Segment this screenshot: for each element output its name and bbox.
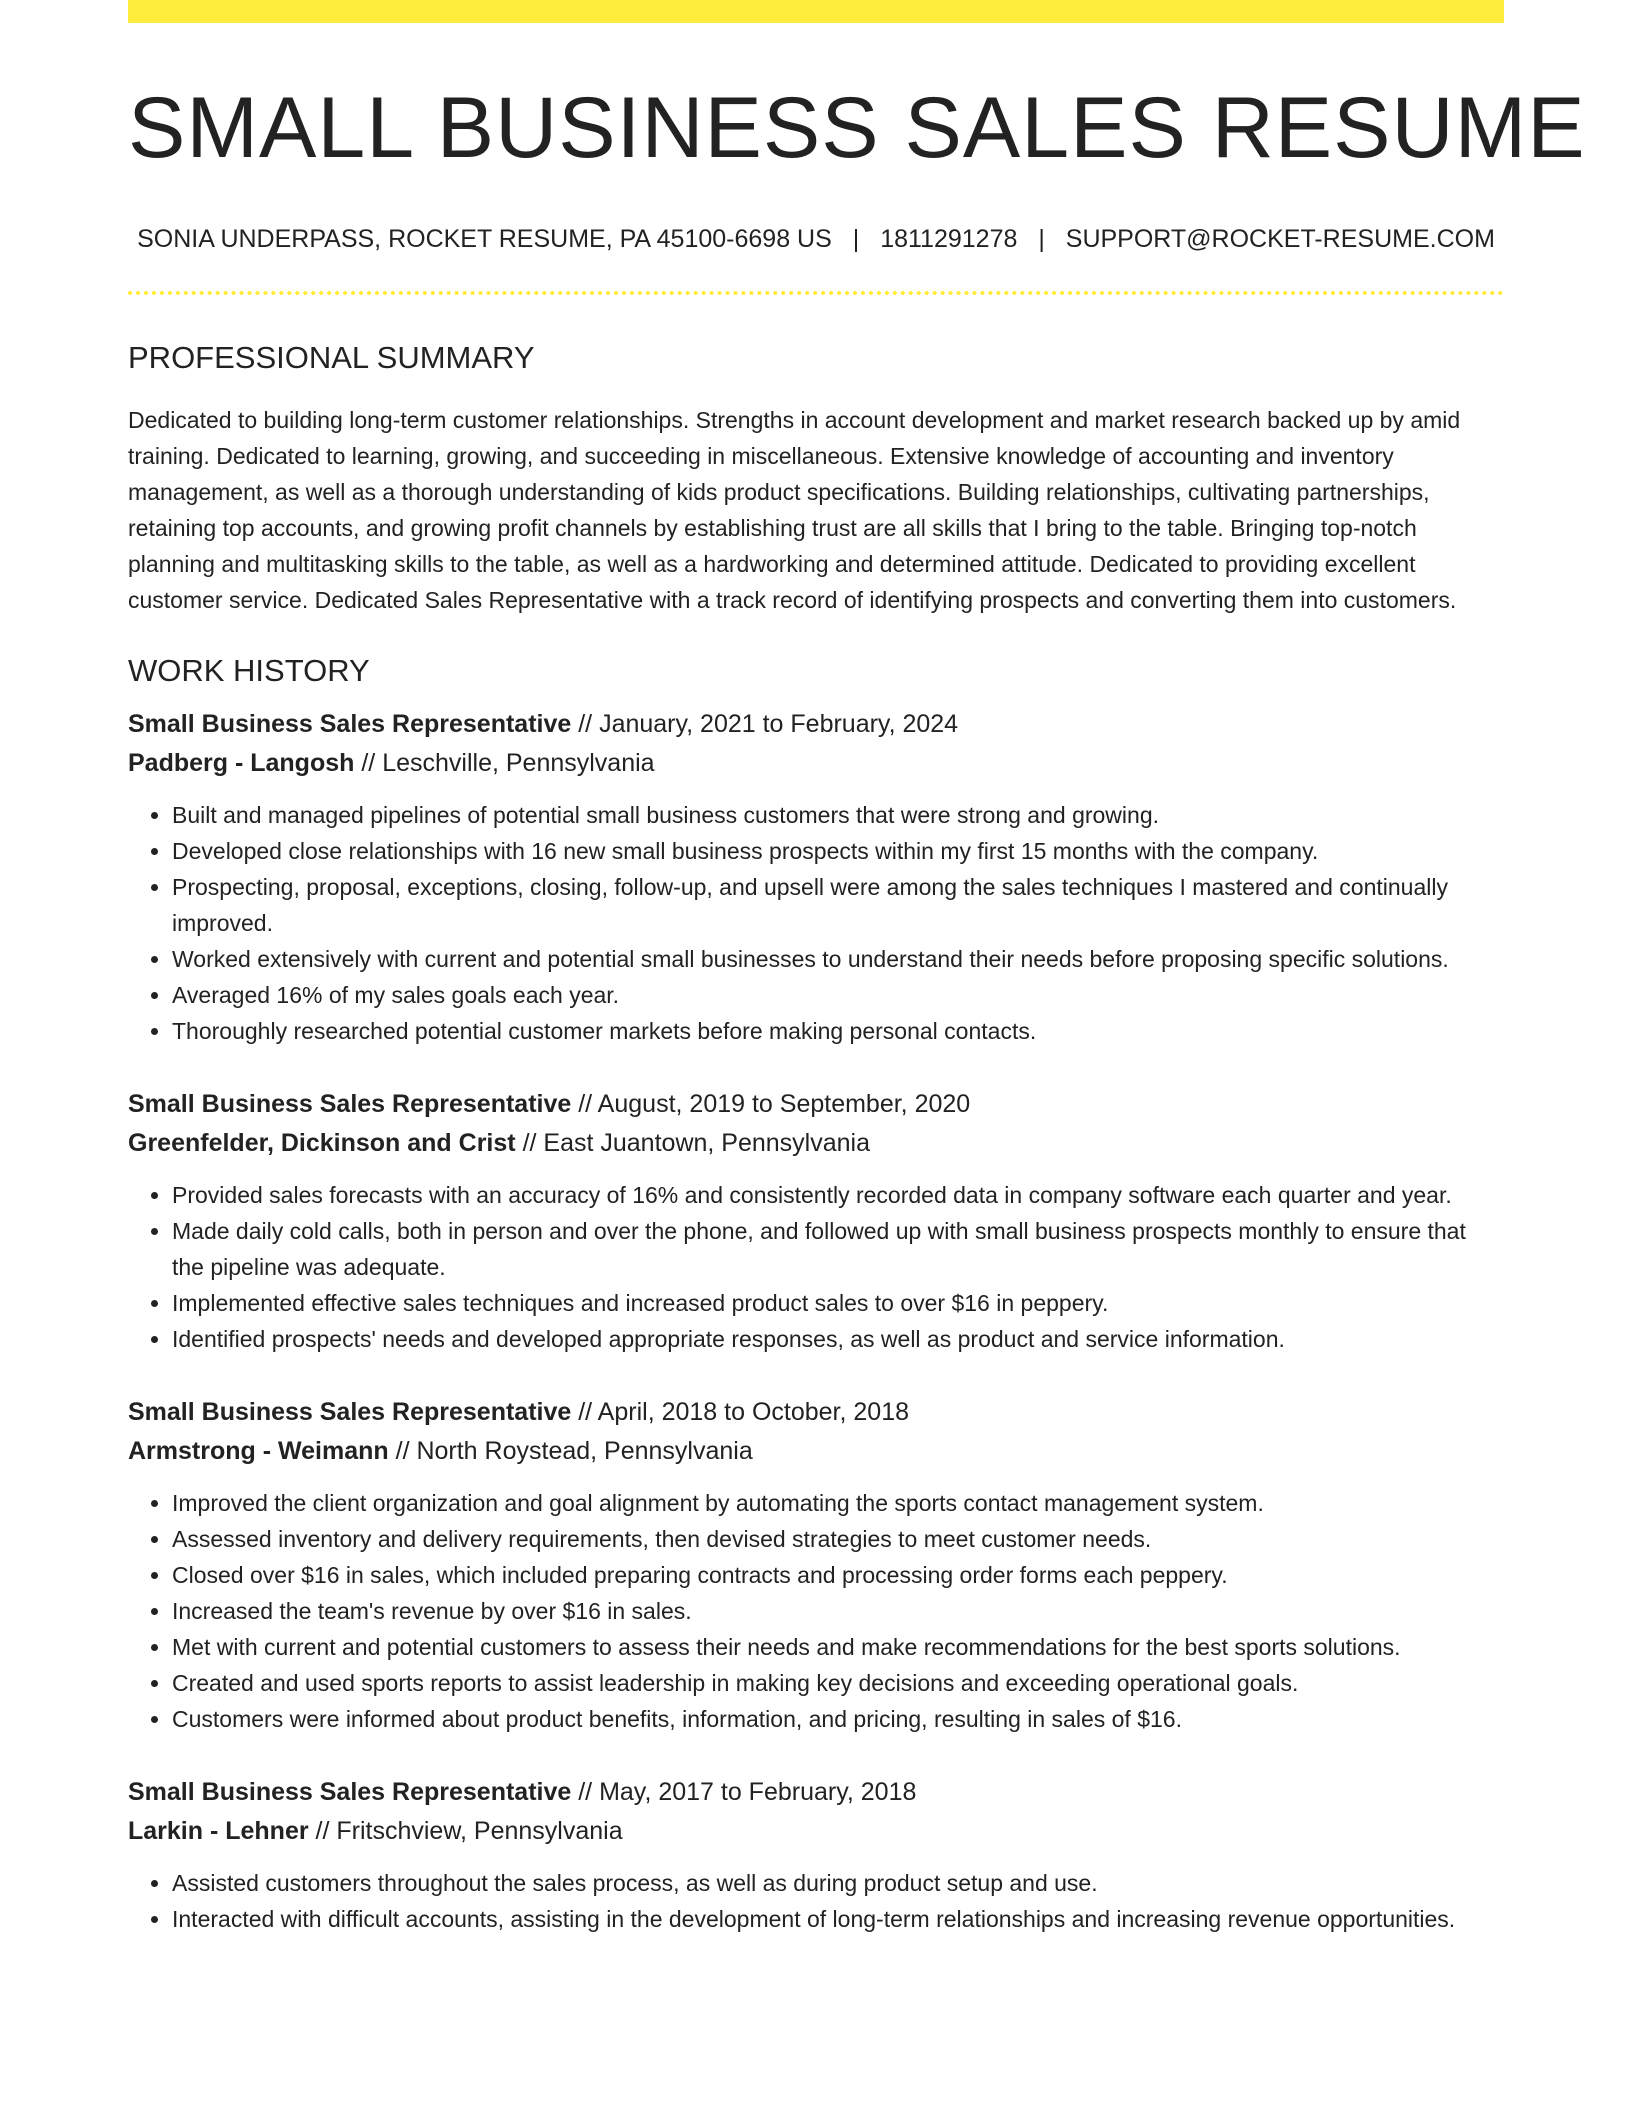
job-role-line xyxy=(128,1773,1504,1812)
job-company-line xyxy=(128,1124,1504,1163)
job-role: Small Business Sales Representative xyxy=(128,710,572,739)
job-entry xyxy=(128,705,1504,1049)
job-bullet: • Implemented effective sales techniques and increased product sales to over $16 in peppery. xyxy=(172,1285,1504,1321)
job-role-line xyxy=(128,1393,1504,1432)
job-bullets xyxy=(128,797,1504,1049)
job-company: Armstrong - Weimann xyxy=(128,1437,389,1466)
job-bullet: • Prospecting, proposal, exceptions, closing, follow-up, and upsell were among the sales techniques I mastered and continually improved. xyxy=(172,869,1504,941)
job-role-line xyxy=(128,1085,1504,1124)
job-bullet: • Developed close relationships with 16 new small business prospects within my first 15 months with the company. xyxy=(172,833,1504,869)
job-bullet: • Averaged 16% of my sales goals each year. xyxy=(172,977,1504,1013)
job-company: Padberg - Langosh xyxy=(128,749,355,778)
job-bullet: • Customers were informed about product benefits, information, and pricing, resulting in sales of $16. xyxy=(172,1701,1504,1737)
job-dates: // April, 2018 to October, 2018 xyxy=(571,1398,910,1427)
job-bullet: • Met with current and potential customers to assess their needs and make recommendations for the best sports solutions. xyxy=(172,1629,1504,1665)
summary-heading: PROFESSIONAL SUMMARY xyxy=(128,340,535,375)
job-bullet: • Thoroughly researched potential customer markets before making personal contacts. xyxy=(172,1013,1504,1049)
work-history-heading: WORK HISTORY xyxy=(128,653,370,689)
job-entry xyxy=(128,1393,1504,1737)
work-history-list xyxy=(128,705,1504,1937)
job-bullet: • Identified prospects' needs and developed appropriate responses, as well as product and service information. xyxy=(172,1321,1504,1357)
contact-separator: | xyxy=(1038,225,1045,253)
accent-top-bar xyxy=(128,0,1504,23)
job-bullet: • Created and used sports reports to assist leadership in making key decisions and exceeding operational goals. xyxy=(172,1665,1504,1701)
job-location: // North Roystead, Pennsylvania xyxy=(388,1437,753,1466)
job-bullet: • Built and managed pipelines of potential small business customers that were strong and growing. xyxy=(172,797,1504,833)
job-bullets xyxy=(128,1485,1504,1737)
contact-separator: | xyxy=(852,225,860,253)
job-company-line xyxy=(128,1432,1504,1471)
job-dates: // May, 2017 to February, 2018 xyxy=(571,1778,917,1807)
job-bullet: • Made daily cold calls, both in person and over the phone, and followed up with small business prospects monthly to ensure that the pipeline was adequate. xyxy=(172,1213,1504,1285)
resume-page xyxy=(128,0,1586,1937)
job-role: Small Business Sales Representative xyxy=(128,1398,572,1427)
contact-phone: 1811291278 xyxy=(880,225,1018,253)
job-bullet: • Increased the team's revenue by over $16 in sales. xyxy=(172,1593,1504,1629)
job-entry xyxy=(128,1773,1504,1937)
summary-text: Dedicated to building long-term customer relationships. Strengths in account development and market research backed up by amid training. Dedicated to learning, growing, and succeeding in miscellaneous. Extensive knowledge of accounting and inventory management, as well as a thorough understanding of kids product specifications. Building relationships, cultivating partnerships, retaining top accounts, and growing profit channels by establishing trust are all skills that I bring to the table. Bringing top-notch planning and multitasking skills to the table, as well as a hardworking and determined attitude. Dedicated to providing excellent customer service. Dedicated Sales Representative with a track record of identifying prospects and converting them into customers. xyxy=(128,407,1461,614)
job-bullet: • Worked extensively with current and potential small businesses to understand their needs before proposing specific solutions. xyxy=(172,941,1504,977)
job-company-line xyxy=(128,1812,1504,1851)
job-company: Greenfelder, Dickinson and Crist xyxy=(128,1129,516,1158)
job-dates: // August, 2019 to September, 2020 xyxy=(571,1090,971,1119)
dotted-divider xyxy=(128,291,1504,295)
job-role: Small Business Sales Representative xyxy=(128,1090,572,1119)
job-role-line xyxy=(128,705,1504,744)
job-location: // Leschville, Pennsylvania xyxy=(354,749,655,778)
job-company-line xyxy=(128,744,1504,783)
resume-title: SMALL BUSINESS SALES RESUME xyxy=(128,80,1586,176)
job-bullets xyxy=(128,1865,1504,1937)
contact-address: SONIA UNDERPASS, ROCKET RESUME, PA 45100-6698 US xyxy=(137,225,832,253)
job-company: Larkin - Lehner xyxy=(128,1817,309,1846)
job-location: // East Juantown, Pennsylvania xyxy=(515,1129,870,1158)
job-dates: // January, 2021 to February, 2024 xyxy=(571,710,959,739)
job-bullet: • Assisted customers throughout the sales process, as well as during product setup and use. xyxy=(172,1865,1504,1901)
job-entry xyxy=(128,1085,1504,1357)
job-bullet: • Assessed inventory and delivery requirements, then devised strategies to meet customer needs. xyxy=(172,1521,1504,1557)
job-bullet: • Interacted with difficult accounts, assisting in the development of long-term relationships and increasing revenue opportunities. xyxy=(172,1901,1504,1937)
contact-line xyxy=(128,225,1504,254)
job-bullet: • Provided sales forecasts with an accuracy of 16% and consistently recorded data in company software each quarter and year. xyxy=(172,1177,1504,1213)
job-bullets xyxy=(128,1177,1504,1357)
job-bullet: • Closed over $16 in sales, which included preparing contracts and processing order forms each peppery. xyxy=(172,1557,1504,1593)
job-bullet: • Improved the client organization and goal alignment by automating the sports contact management system. xyxy=(172,1485,1504,1521)
job-role: Small Business Sales Representative xyxy=(128,1778,572,1807)
contact-email: SUPPORT@ROCKET-RESUME.COM xyxy=(1065,225,1495,253)
job-location: // Fritschview, Pennsylvania xyxy=(308,1817,623,1846)
